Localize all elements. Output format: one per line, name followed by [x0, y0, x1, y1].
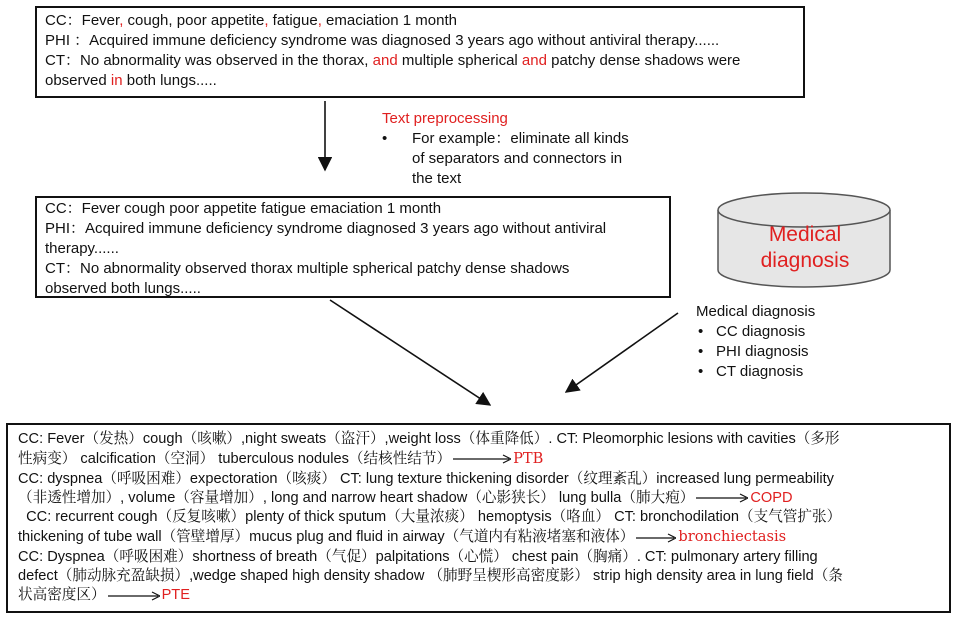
- box3-line: [18, 508, 939, 527]
- text-segment: CC：Fever: [45, 12, 120, 29]
- preprocessing-bullet-item: [382, 129, 712, 189]
- highlighted-text: ,: [317, 12, 327, 29]
- medical-diagnosis-list: [696, 302, 815, 382]
- highlighted-text: COPD: [750, 489, 793, 506]
- arrow-box2-to-box3: [330, 300, 490, 405]
- highlighted-text: ,: [119, 12, 128, 29]
- text-segment: CC: recurrent cough（反复咳嗽）plenty of thick sputum（大量浓痰） hemoptysis（咯血） CT: bronchodilation（支气管扩张）: [18, 509, 842, 526]
- box3-line: [18, 586, 939, 605]
- long-right-arrow-icon: [453, 454, 511, 464]
- highlighted-text: ,: [264, 12, 273, 29]
- highlighted-text: and: [521, 52, 547, 69]
- diagnosis-examples-box: [6, 423, 951, 613]
- preprocessed-line: observed both lungs.....: [45, 280, 201, 297]
- text-segment: observed: [45, 72, 111, 89]
- arrow-diagnosis-to-box3: [566, 313, 678, 392]
- highlighted-text: PTE: [161, 587, 190, 604]
- text-segment: multiple spherical: [397, 52, 522, 69]
- highlighted-text: in: [110, 72, 123, 89]
- highlighted-text: PTB: [513, 450, 544, 468]
- box1-line: [45, 71, 795, 91]
- text-segment: thickening of tube wall（管壁增厚）mucus plug and fluid in airway（气道内有粘液堵塞和液体）: [18, 529, 635, 546]
- box3-line: [18, 567, 939, 586]
- database-label-line: Medical: [768, 223, 842, 246]
- box3-line: [18, 548, 939, 567]
- box1-line: [45, 11, 795, 31]
- box3-line: [18, 489, 939, 508]
- preprocessing-line: the text: [412, 170, 462, 187]
- text-segment: CT：No abnormality was observed in the thorax,: [45, 52, 373, 69]
- highlighted-text: and: [372, 52, 398, 69]
- text-segment: CC: Dyspnea（呼吸困难）shortness of breath（气促）palpitations（心慌） chest pain（胸痛）. CT: pulmonary artery filling: [18, 548, 818, 565]
- list-item: [696, 342, 815, 362]
- original-text-box: [35, 6, 805, 98]
- box3-line: [18, 527, 939, 547]
- text-segment: patchy dense shadows were: [546, 52, 741, 69]
- preprocessed-text-box: [35, 196, 671, 298]
- highlighted-text: bronchiectasis: [678, 528, 787, 546]
- bullet-icon: •: [698, 343, 704, 360]
- list-item-label: CC diagnosis: [716, 323, 806, 340]
- text-segment: 状高密度区）: [18, 587, 106, 604]
- list-item-label: PHI diagnosis: [716, 343, 809, 360]
- list-item: [696, 362, 815, 382]
- box3-line: [18, 470, 939, 489]
- text-preprocessing-note: [382, 109, 712, 189]
- preprocessed-line: CT：No abnormality observed thorax multiple spherical patchy dense shadows: [45, 260, 570, 277]
- text-segment: fatigue: [272, 12, 318, 29]
- text-segment: defect（肺动脉充盈缺损）,wedge shaped high density shadow （肺野呈楔形高密度影） strip high density area in lung field（条: [18, 568, 843, 585]
- text-segment: emaciation 1 month: [326, 12, 457, 29]
- preprocessing-line: For example：eliminate all kinds: [412, 130, 629, 147]
- long-right-arrow-icon: [696, 493, 748, 503]
- preprocessed-line: therapy......: [45, 240, 119, 257]
- list-item: [696, 322, 815, 342]
- text-segment: cough, poor appetite: [127, 12, 265, 29]
- text-segment: （非透性增加）, volume（容量增加）, long and narrow heart shadow（心影狭长） lung bulla（肺大疱）: [18, 489, 695, 506]
- database-label-line: diagnosis: [760, 249, 850, 272]
- bullet-icon: •: [698, 363, 704, 380]
- text-preprocessing-title: Text preprocessing: [382, 110, 508, 127]
- text-segment: CC: dyspnea（呼吸困难）expectoration（咳痰） CT: lung texture thickening disorder（纹理紊乱）increased lung permeability: [18, 470, 834, 487]
- medical-diagnosis-database-label: [720, 222, 890, 274]
- preprocessing-line: of separators and connectors in: [412, 150, 623, 167]
- preprocessed-line: CC：Fever cough poor appetite fatigue emaciation 1 month: [45, 200, 442, 217]
- box3-line: [18, 449, 939, 469]
- preprocessed-line: PHI：Acquired immune deficiency syndrome diagnosed 3 years ago without antiviral: [45, 220, 607, 237]
- text-segment: PHI ：Acquired immune deficiency syndrome was diagnosed 3 years ago without antiviral therapy......: [45, 32, 720, 49]
- medical-diagnosis-title: Medical diagnosis: [696, 303, 816, 320]
- long-right-arrow-icon: [636, 533, 676, 543]
- box1-line: [45, 31, 795, 51]
- list-item-label: CT diagnosis: [716, 363, 804, 380]
- box1-line: [45, 51, 795, 71]
- long-right-arrow-icon: [108, 591, 160, 601]
- box3-line: [18, 430, 939, 449]
- bullet-icon: •: [698, 323, 704, 340]
- text-segment: 性病变） calcification（空洞） tuberculous nodules（结核性结节）: [18, 451, 452, 468]
- bullet-icon: •: [382, 130, 388, 147]
- text-segment: both lungs.....: [122, 72, 217, 89]
- text-segment: CC: Fever（发热）cough（咳嗽）,night sweats（盗汗）,weight loss（体重降低）. CT: Pleomorphic lesions with cavities（多形: [18, 431, 840, 447]
